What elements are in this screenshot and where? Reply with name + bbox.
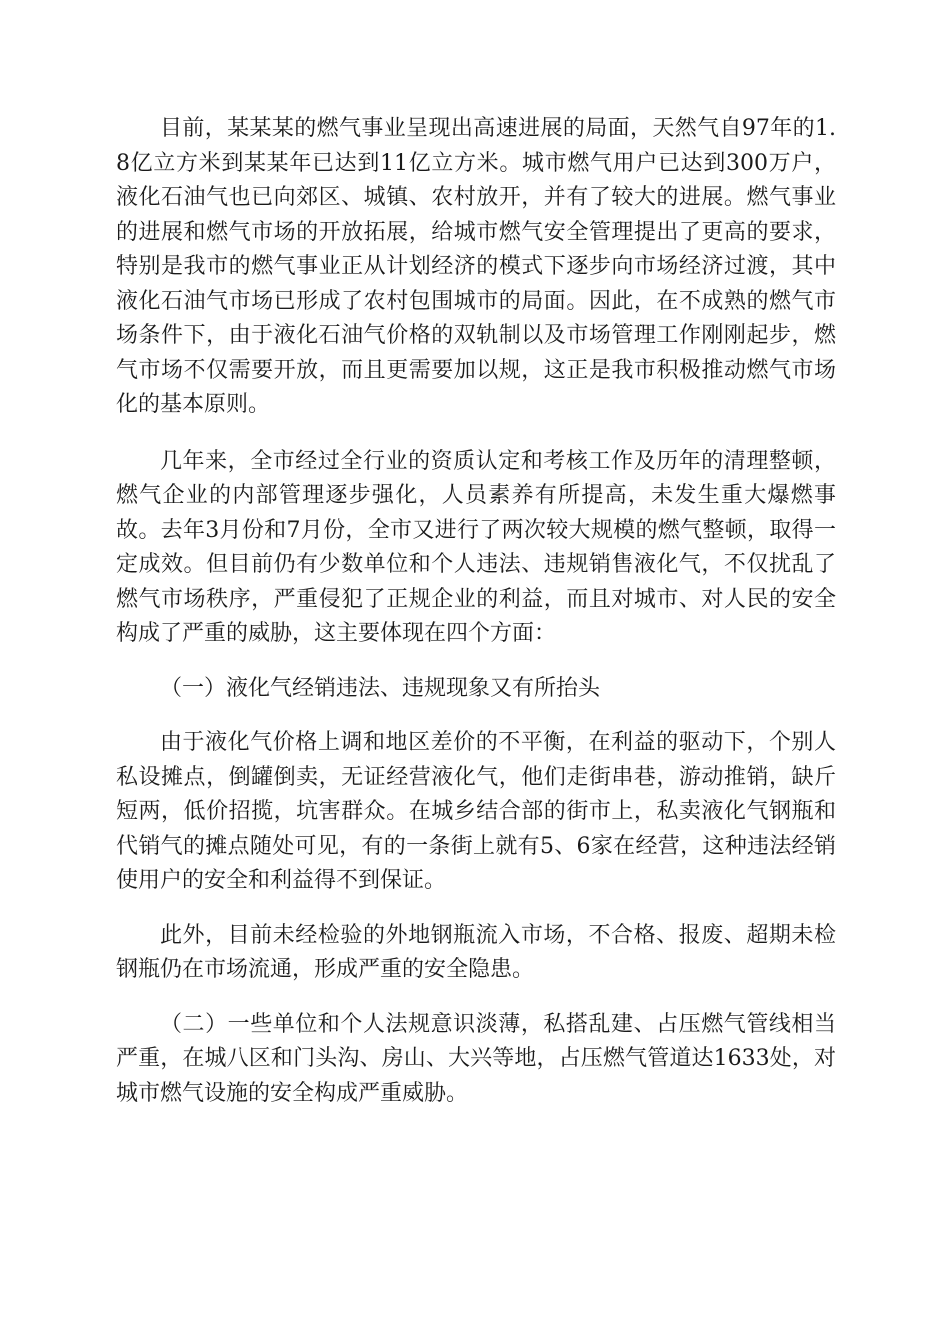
paragraph-overview: 几年来，全市经过全行业的资质认定和考核工作及历年的清理整顿，燃气企业的内部管理逐步强化，人员素养有所提高，未发生重大爆燃事故。去年3月份和7月份，全市又进行了两次较大规模的燃气整顿，取得一定成效。但目前仍有少数单位和个人违法、违规销售液化气，不仅扰乱了燃气市场秩序，严重侵犯了正规企业的利益，而且对城市、对人民的安全构成了严重的威胁，这主要体现在四个方面： xyxy=(116,448,836,646)
section-heading-2: （二）一些单位和个人法规意识淡薄，私搭乱建、占压燃气管线相当严重，在城八区和门头沟、房山、大兴等地，占压燃气管道达1633处，对城市燃气设施的安全构成严重威胁。 xyxy=(116,1011,836,1106)
paragraph-section-1-extra: 此外，目前未经检验的外地钢瓶流入市场，不合格、报废、超期未检钢瓶仍在市场流通，形成严重的安全隐患。 xyxy=(116,922,836,982)
paragraph-section-1-body: 由于液化气价格上调和地区差价的不平衡，在利益的驱动下，个别人私设摊点，倒罐倒卖，无证经营液化气，他们走街串巷，游动推销，缺斤短两，低价招揽，坑害群众。在城乡结合部的街市上，私卖液化气钢瓶和代销气的摊点随处可见，有的一条街上就有5、6家在经营，这种违法经销使用户的安全和利益得不到保证。 xyxy=(116,730,836,893)
section-heading-1: （一）液化气经销违法、违规现象又有所抬头 xyxy=(160,675,601,701)
paragraph-intro: 目前，某某某的燃气事业呈现出高速进展的局面，天然气自97年的1.8亿立方米到某某年已达到11亿立方米。城市燃气用户已达到300万户，液化石油气也已向郊区、城镇、农村放开，并有了较大的进展。燃气事业的进展和燃气市场的开放拓展，给城市燃气安全管理提出了更高的要求，特别是我市的燃气事业正从计划经济的模式下逐步向市场经济过渡，其中液化石油气市场已形成了农村包围城市的局面。因此，在不成熟的燃气市场条件下，由于液化石油气价格的双轨制以及市场管理工作刚刚起步，燃气市场不仅需要开放，而且更需要加以规，这正是我市积极推动燃气市场化的基本原则。 xyxy=(116,116,836,417)
